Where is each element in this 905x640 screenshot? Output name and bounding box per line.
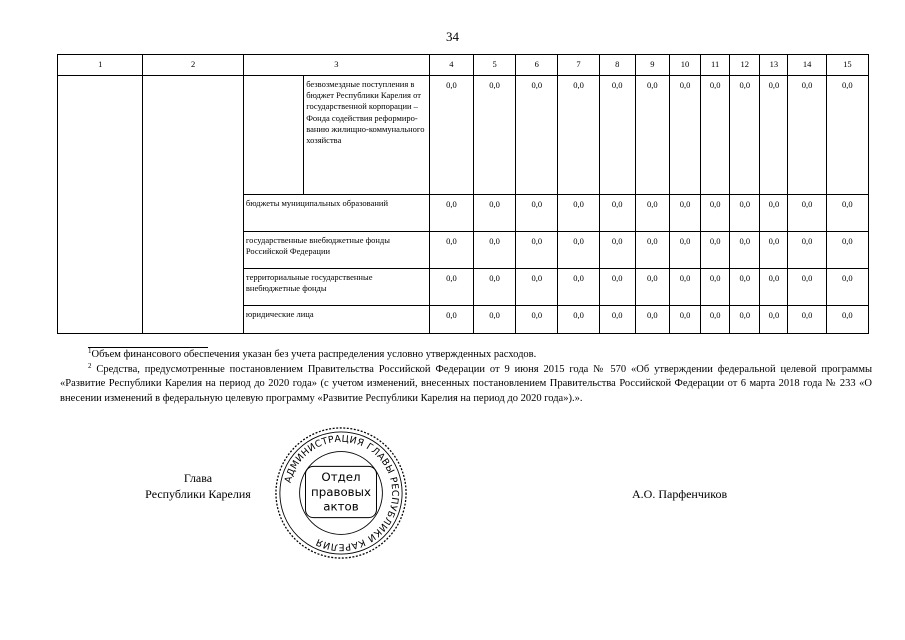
- value-cell: 0,0: [701, 195, 730, 232]
- row-label: юридические лица: [243, 306, 429, 334]
- value-cell: 0,0: [669, 306, 700, 334]
- value-cell: 0,0: [701, 269, 730, 306]
- value-cell: 0,0: [599, 76, 635, 195]
- empty-cell: [243, 76, 303, 195]
- value-cell: 0,0: [760, 195, 788, 232]
- value-cell: 0,0: [730, 306, 760, 334]
- header-cell: 1: [58, 55, 143, 76]
- value-cell: 0,0: [669, 232, 700, 269]
- value-cell: 0,0: [429, 195, 473, 232]
- value-cell: 0,0: [516, 306, 558, 334]
- footnote-mark: 1: [88, 347, 92, 355]
- value-cell: 0,0: [558, 306, 599, 334]
- header-cell: 11: [701, 55, 730, 76]
- value-cell: 0,0: [701, 306, 730, 334]
- official-stamp: [272, 424, 410, 562]
- value-cell: 0,0: [516, 232, 558, 269]
- value-cell: 0,0: [760, 76, 788, 195]
- stamp-ring-text: АДМИНИСТРАЦИЯ ГЛАВЫ РЕСПУБЛИКИ КАРЕЛИЯ: [282, 433, 401, 553]
- value-cell: 0,0: [760, 232, 788, 269]
- value-cell: 0,0: [826, 76, 868, 195]
- footnote-text: Объем финансового обеспечения указан без учета распределения условно утвержденных расходов.: [91, 349, 537, 360]
- value-cell: 0,0: [599, 195, 635, 232]
- row-label: безвозмездные поступления в бюджет Республики Карелия от государственной корпорации – Фонда содействия реформиро-ванию жилищно-коммунального хозяйства: [304, 76, 430, 195]
- value-cell: 0,0: [474, 306, 516, 334]
- value-cell: 0,0: [558, 195, 599, 232]
- header-cell: 3: [243, 55, 429, 76]
- empty-cell: [143, 76, 243, 334]
- value-cell: 0,0: [701, 76, 730, 195]
- header-cell: 14: [788, 55, 826, 76]
- signatory-name: А.О. Парфенчиков: [632, 487, 728, 501]
- footnote-text: Средства, предусмотренные постановлением Правительства Российской Федерации от 9 июня 2015 года № 570 «Об утверждении федеральной целевой программы «Развитие Республики Карелия на период до 2020 года» (с учетом изменений, внесенных постановлением Правительства Российской Федерации от 6 марта 2018 года № 233 «О внесении изменений в федеральную целевую программу «Развитие Республики Карелия на период до 2020 года»).».: [60, 363, 873, 404]
- value-cell: 0,0: [760, 269, 788, 306]
- table-header-row: [58, 55, 869, 76]
- value-cell: 0,0: [788, 306, 826, 334]
- header-cell: 4: [429, 55, 473, 76]
- value-cell: 0,0: [474, 232, 516, 269]
- budget-table: [57, 54, 869, 334]
- value-cell: 0,0: [429, 232, 473, 269]
- value-cell: 0,0: [669, 76, 700, 195]
- value-cell: 0,0: [558, 76, 599, 195]
- value-cell: 0,0: [635, 76, 669, 195]
- table-row: [58, 76, 869, 195]
- value-cell: 0,0: [474, 195, 516, 232]
- value-cell: 0,0: [730, 76, 760, 195]
- value-cell: 0,0: [635, 232, 669, 269]
- header-cell: 2: [143, 55, 243, 76]
- value-cell: 0,0: [826, 306, 868, 334]
- value-cell: 0,0: [429, 76, 473, 195]
- header-cell: 5: [474, 55, 516, 76]
- signature-position: Глава: [183, 471, 213, 485]
- value-cell: 0,0: [635, 195, 669, 232]
- value-cell: 0,0: [669, 195, 700, 232]
- value-cell: 0,0: [599, 232, 635, 269]
- row-label: государственные внебюджетные фонды Российской Федерации: [243, 232, 429, 269]
- value-cell: 0,0: [788, 232, 826, 269]
- value-cell: 0,0: [635, 306, 669, 334]
- value-cell: 0,0: [635, 269, 669, 306]
- footnote-1: [60, 348, 872, 363]
- header-cell: 10: [669, 55, 700, 76]
- stamp-line-2: правовых: [311, 484, 371, 499]
- row-label: бюджеты муниципальных образований: [243, 195, 429, 232]
- value-cell: 0,0: [760, 306, 788, 334]
- header-cell: 12: [730, 55, 760, 76]
- value-cell: 0,0: [730, 195, 760, 232]
- stamp-line-1: Отдел: [321, 470, 361, 485]
- stamp-line-3: актов: [323, 499, 359, 514]
- value-cell: 0,0: [788, 269, 826, 306]
- value-cell: 0,0: [826, 269, 868, 306]
- value-cell: 0,0: [429, 269, 473, 306]
- value-cell: 0,0: [429, 306, 473, 334]
- signature-region: Республики Карелия: [145, 487, 251, 501]
- header-cell: 6: [516, 55, 558, 76]
- header-cell: 7: [558, 55, 599, 76]
- value-cell: 0,0: [599, 306, 635, 334]
- header-cell: 13: [760, 55, 788, 76]
- page-number: 34: [446, 29, 459, 44]
- empty-cell: [58, 76, 143, 334]
- value-cell: 0,0: [474, 269, 516, 306]
- value-cell: 0,0: [730, 269, 760, 306]
- value-cell: 0,0: [558, 232, 599, 269]
- value-cell: 0,0: [516, 269, 558, 306]
- value-cell: 0,0: [788, 76, 826, 195]
- footnote-2: [60, 363, 872, 407]
- header-cell: 15: [826, 55, 868, 76]
- value-cell: 0,0: [826, 195, 868, 232]
- value-cell: 0,0: [826, 232, 868, 269]
- value-cell: 0,0: [516, 76, 558, 195]
- value-cell: 0,0: [599, 269, 635, 306]
- footnote-mark: 2: [88, 361, 92, 370]
- value-cell: 0,0: [558, 269, 599, 306]
- footnotes: [60, 348, 872, 406]
- row-label: территориальные государственные внебюджетные фонды: [243, 269, 429, 306]
- header-cell: 9: [635, 55, 669, 76]
- value-cell: 0,0: [730, 232, 760, 269]
- signature-title: [118, 470, 278, 502]
- value-cell: 0,0: [701, 232, 730, 269]
- value-cell: 0,0: [474, 76, 516, 195]
- value-cell: 0,0: [788, 195, 826, 232]
- header-cell: 8: [599, 55, 635, 76]
- value-cell: 0,0: [516, 195, 558, 232]
- value-cell: 0,0: [669, 269, 700, 306]
